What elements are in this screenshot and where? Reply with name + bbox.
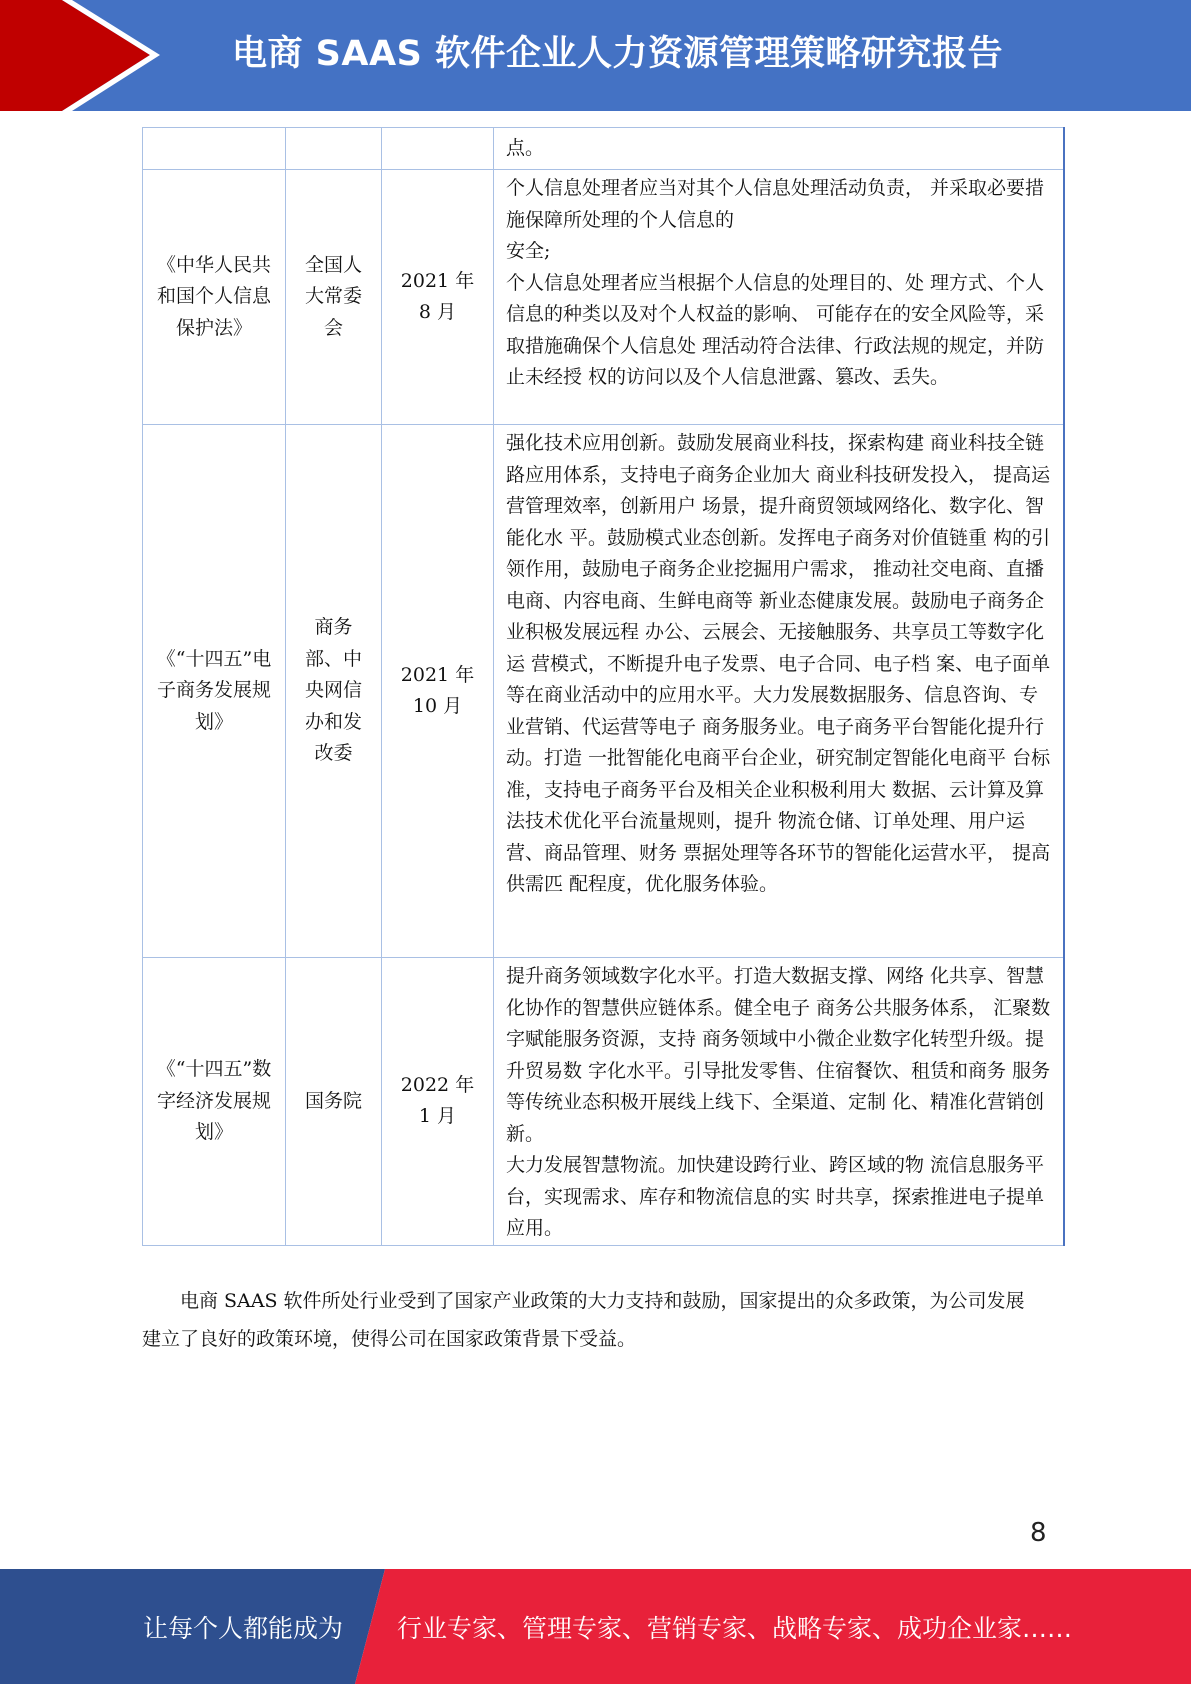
content-paragraph: 个人信息处理者应当根据个人信息的处理目的、处 理方式、个人信息的种类以及对个人权益的影响、 可能存在的安全风险等，采取措施确保个人信息处 理活动符合法律、行政法规的规定，并防止未经授 权的访问以及个人信息泄露、篡改、丢失。 (506, 271, 1045, 388)
issuer-cell: 全国人大常委会 (286, 170, 382, 425)
content-cell (494, 958, 1064, 1246)
table-row (143, 128, 1064, 170)
page-number: 8 (1030, 1518, 1047, 1548)
date-cell: 2022 年 1 月 (382, 958, 494, 1246)
policy-table (142, 127, 1065, 1246)
issuer-cell (286, 128, 382, 170)
content-paragraph: 提升商务领域数字化水平。打造大数据支撑、网络 化共享、智慧化协作的智慧供应链体系。健全电子 商务公共服务体系， 汇聚数字赋能服务资源，支持 商务领域中小微企业数字化转型升级。提升贸易数 字化水平。引导批发零售、住宿餐饮、租赁和商务 服务等传统业态积极开展线上线下、全渠道、定制 化、精准化营销创新。 (506, 965, 1051, 1145)
content-paragraph: 强化技术应用创新。鼓励发展商业科技，探索构建 商业科技全链路应用体系，支持电子商务企业加大 商业科技研发投入， 提高运营管理效率，创新用户 场景，提升商贸领域网络化、数字化、智能化水 平。鼓励模式业态创新。发挥电子商务对价值链重 构的引领作用，鼓励电子商务企业挖掘用户需求， 推动社交电商、直播电商、内容电商、生鲜电商等 新业态健康发展。鼓励电子商务企业积极发展远程 办公、云展会、无接触服务、共享员工等数字化运 营模式，不断提升电子发票、电子合同、电子档 案、电子面单等在商业活动中的应用水平。大力发展数据服务、信息咨询、专业营销、代运营等电子 商务服务业。电子商务平台智能化提升行动。打造 一批智能化电商平台企业，研究制定智能化电商平 台标准，支持电子商务平台及相关企业积极利用大 数据、云计算及算法技术优化平台流量规则，提升 物流仓储、订单处理、用户运营、商品管理、财务 票据处理等各环节的智能化运营水平， 提高供需匹 配程度，优化服务体验。 (506, 432, 1051, 895)
header-title: 电商 SAAS 软件企业人力资源管理策略研究报告 (232, 34, 1003, 74)
summary-paragraph: 电商 SAAS 软件所处行业受到了国家产业政策的大力支持和鼓励，国家提出的众多政策，为公司发展建立了良好的政策环境，使得公司在国家政策背景下受益。 (142, 1290, 1025, 1350)
footer-slogan-right: 行业专家、管理专家、营销专家、战略专家、成功企业家…… (397, 1614, 1073, 1643)
content-cell (494, 170, 1064, 425)
table-row (143, 425, 1064, 958)
content-paragraph: 大力发展智慧物流。加快建设跨行业、跨区域的物 流信息服务平台，实现需求、库存和物流信息的实 时共享，探索推进电子提单应用。 (506, 1154, 1045, 1239)
table-row (143, 958, 1064, 1246)
issuer-cell: 国务院 (286, 958, 382, 1246)
content-paragraph: 个人信息处理者应当对其个人信息处理活动负责， 并采取必要措施保障所处理的个人信息的 (506, 177, 1045, 231)
content-cell (494, 425, 1064, 958)
policy-name-cell: 《“十四五”电子商务发展规划》 (143, 425, 286, 958)
content-paragraph: 点。 (506, 136, 545, 159)
table-row (143, 170, 1064, 425)
policy-name-cell (143, 128, 286, 170)
issuer-cell: 商务部、中央网信办和发改委 (286, 425, 382, 958)
header-red-arrow (0, 0, 150, 111)
content-paragraph: 安全; (506, 240, 551, 262)
policy-name-cell: 《“十四五”数字经济发展规划》 (143, 958, 286, 1246)
policy-name-cell: 《中华人民共和国个人信息保护法》 (143, 170, 286, 425)
page-footer (0, 1569, 1191, 1684)
content-cell (494, 128, 1064, 170)
footer-slogan-left: 让每个人都能成为 (143, 1614, 344, 1643)
page-header (0, 0, 1191, 111)
date-cell (382, 128, 494, 170)
date-cell: 2021 年 8 月 (382, 170, 494, 425)
date-cell: 2021 年 10 月 (382, 425, 494, 958)
